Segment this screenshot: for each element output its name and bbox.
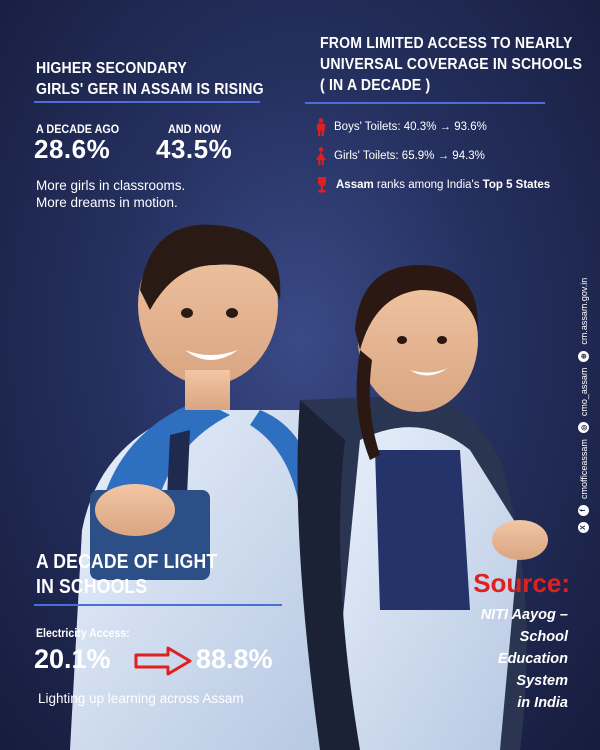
ger-divider	[34, 101, 260, 103]
rank-middle-text: ranks among India's	[373, 179, 483, 191]
ger-heading-line2: GIRLS' GER IN ASSAM IS RISING	[36, 81, 264, 98]
electricity-to-value: 88.8%	[196, 644, 273, 674]
coverage-heading-line1: FROM LIMITED ACCESS TO NEARLY	[320, 35, 573, 52]
x-icon: X	[578, 522, 589, 533]
girls-toilets-text: Girls' Toilets: 65.9% → 94.3%	[334, 150, 485, 162]
decade-ago-value: 28.6%	[34, 134, 111, 164]
ger-tagline-1: More girls in classrooms.	[36, 178, 186, 193]
light-heading	[36, 550, 217, 600]
light-heading-line1: A DECADE OF LIGHT	[36, 551, 218, 573]
coverage-divider	[305, 102, 545, 104]
globe-icon: ⊕	[578, 351, 589, 362]
trophy-icon	[316, 176, 328, 194]
ger-tagline-2: More dreams in motion.	[36, 195, 178, 210]
light-divider	[34, 604, 282, 606]
social-handle-cmofficeassam[interactable]: cmofficeassam	[578, 439, 589, 499]
and-now-label: AND NOW	[168, 122, 221, 136]
electricity-from-value: 20.1%	[34, 644, 111, 674]
source-line3: Education	[497, 651, 568, 667]
light-tagline: Lighting up learning across Assam	[38, 691, 244, 706]
source-line1: NITI Aayog –	[480, 607, 568, 623]
social-handle-cmo-assam[interactable]: cmo_assam	[578, 367, 589, 417]
ger-heading	[36, 58, 264, 100]
coverage-heading-line3: ( IN A DECADE )	[320, 77, 431, 94]
right-arrow-icon	[134, 646, 192, 676]
boys-toilets-item	[316, 118, 487, 136]
source-text	[438, 604, 568, 714]
decade-ago-label: A DECADE AGO	[36, 122, 120, 136]
light-heading-line2: IN SCHOOLS	[36, 576, 148, 598]
ger-heading-line1: HIGHER SECONDARY	[36, 60, 187, 77]
website-link[interactable]: cm.assam.gov.in	[578, 277, 589, 345]
coverage-heading-line2: UNIVERSAL COVERAGE IN SCHOOLS	[320, 56, 583, 73]
boy-icon	[316, 118, 326, 136]
source-line4: System	[516, 673, 568, 689]
electricity-label: Electricity Access:	[36, 628, 130, 640]
social-handles	[578, 278, 589, 533]
boys-toilets-text: Boys' Toilets: 40.3% → 93.6%	[334, 121, 487, 133]
coverage-heading	[320, 33, 582, 96]
source-title: Source:	[473, 568, 570, 598]
source-line5: in India	[517, 695, 568, 711]
instagram-icon: ◎	[578, 422, 589, 433]
and-now-value: 43.5%	[156, 134, 233, 164]
rank-item	[316, 176, 550, 194]
facebook-icon: f	[578, 505, 589, 516]
girls-toilets-item	[316, 147, 485, 165]
rank-bold-state: Assam	[336, 179, 374, 191]
girl-icon	[316, 147, 326, 165]
source-line2: School	[519, 629, 568, 645]
rank-top5: Top 5 States	[482, 179, 551, 191]
